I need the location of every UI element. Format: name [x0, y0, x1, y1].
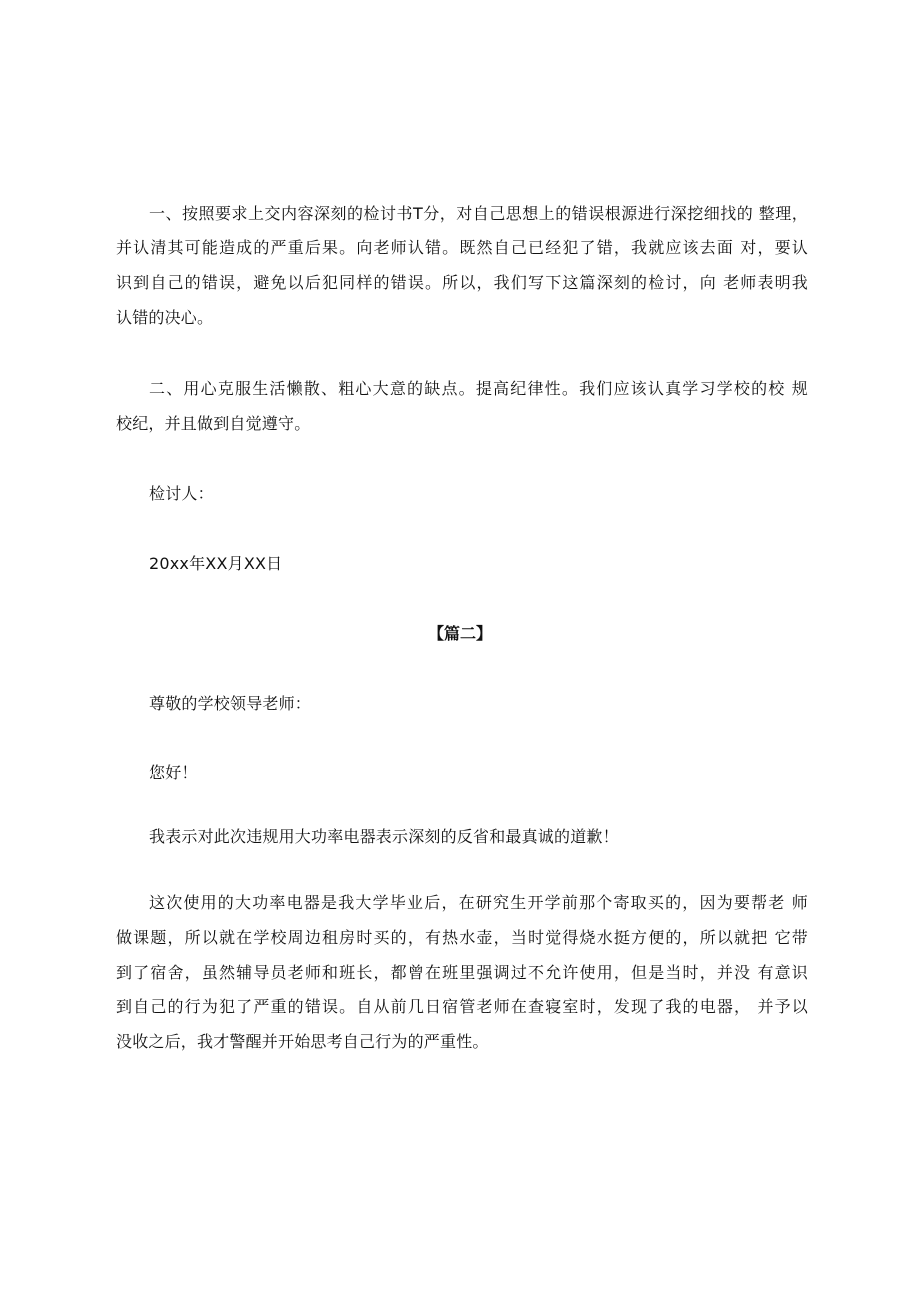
greeting: 您好！	[149, 763, 198, 782]
date-line: 20xx年XX月XX日	[149, 554, 283, 573]
paragraph-line: 没收之后，我才警醒并开始思考自己行为的严重性。	[116, 1032, 489, 1051]
paragraph-line: 二、用心克服生活懒散、粗心大意的缺点。提高纪律性。我们应该认真学习学校的校 规	[149, 379, 808, 398]
paragraph-line: 做课题，所以就在学校周边租房时买的，有热水壶，当时觉得烧水挺方便的，所以就把 它带	[116, 928, 808, 947]
section-heading: 【篇二】	[427, 624, 492, 643]
paragraph-line: 识到自己的错误，避免以后犯同样的错误。所以，我们写下这篇深刻的检讨，向 老师表明我	[116, 273, 808, 292]
paragraph-line: 一、按照要求上交内容深刻的检讨书T分，对自己思想上的错误根源进行深挖细找的 整理，	[149, 204, 808, 223]
paragraph-line: 到了宿舍，虽然辅导员老师和班长，都曾在班里强调过不允许使用，但是当时，并没 有意识	[116, 963, 808, 982]
paragraph-line: 校纪，并且做到自觉遵守。	[116, 414, 311, 433]
apology-line: 我表示对此次违规用大功率电器表示深刻的反省和最真诚的道歉！	[149, 827, 619, 846]
paragraph-line: 认错的决心。	[116, 308, 214, 327]
salutation: 尊敬的学校领导老师：	[149, 694, 312, 713]
signer-label: 检讨人：	[149, 484, 214, 503]
paragraph-line: 并认清其可能造成的严重后果。向老师认错。既然自己已经犯了错，我就应该去面 对，要认	[116, 238, 808, 257]
paragraph-line: 到自己的行为犯了严重的错误。自从前几日宿管老师在查寝室时，发现了我的电器， 并予以	[116, 997, 808, 1016]
paragraph-line: 这次使用的大功率电器是我大学毕业后，在研究生开学前那个寄取买的，因为要帮老 师	[149, 893, 808, 912]
